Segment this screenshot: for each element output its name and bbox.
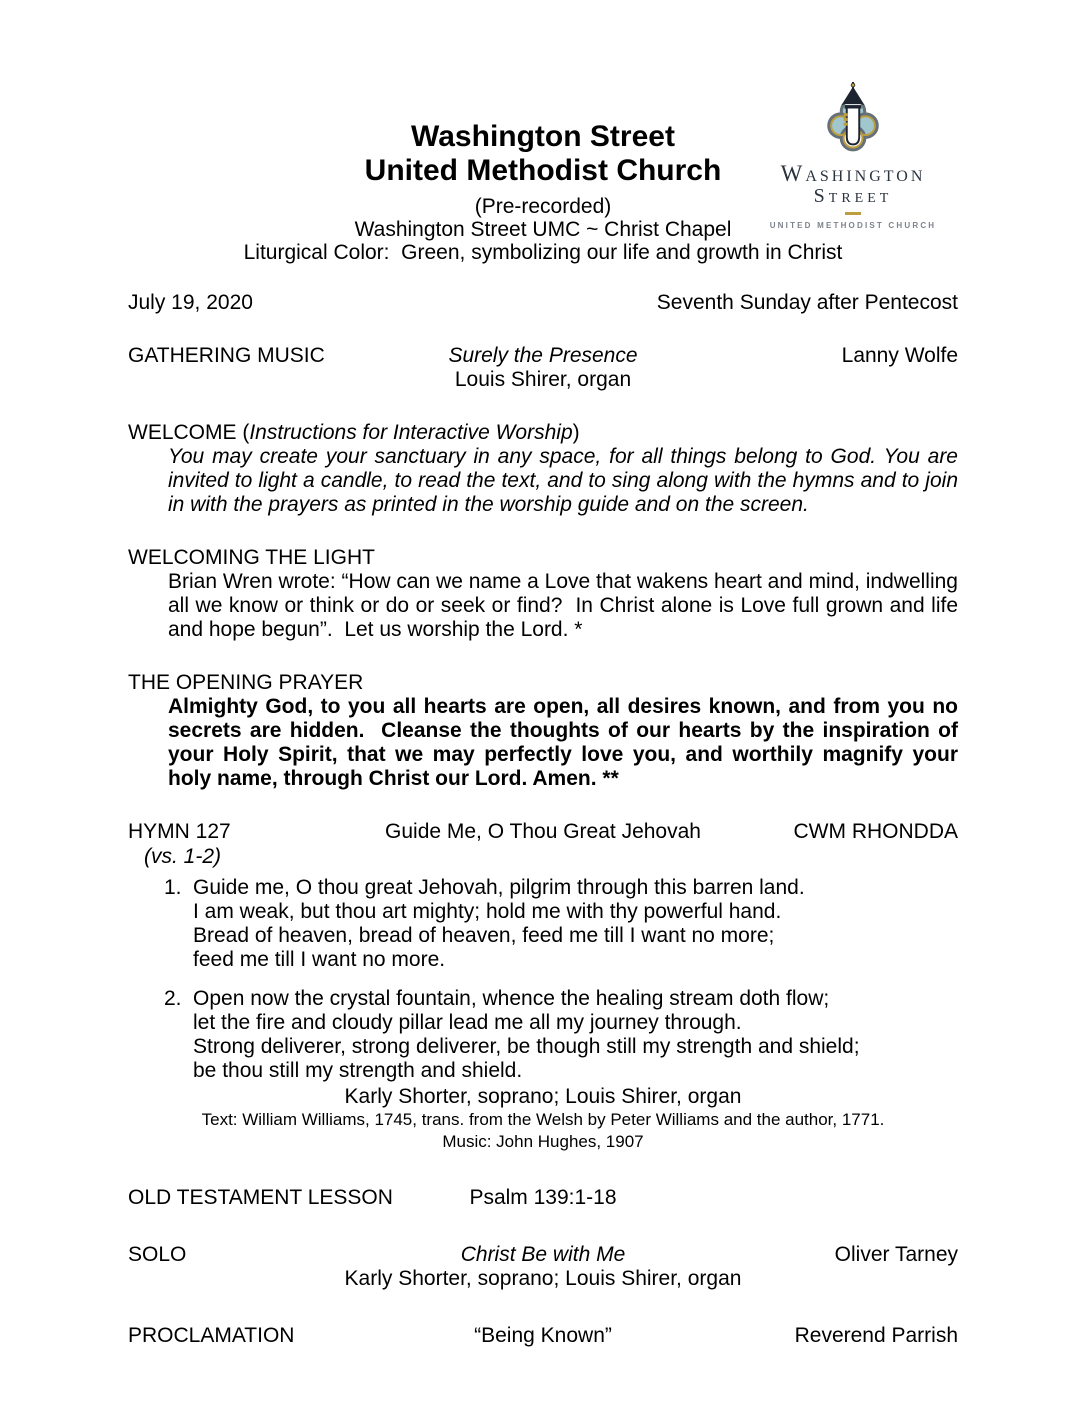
service-date: July 19, 2020 — [128, 291, 253, 314]
verse-1-line-3: Bread of heaven, bread of heaven, feed me till I want no more; — [193, 924, 775, 947]
welcome-label-suffix: ) — [572, 421, 580, 444]
section-proclamation — [128, 1324, 958, 1348]
hymn-verse-1 — [164, 876, 958, 972]
solo-composer: Oliver Tarney — [834, 1243, 958, 1266]
welcome-label — [128, 421, 958, 445]
solo-row — [128, 1243, 958, 1267]
masthead — [128, 120, 958, 264]
verse-2-number: 2. — [164, 987, 182, 1010]
proclamation-label: PROCLAMATION — [128, 1324, 295, 1347]
verse-2-line-2: let the fire and cloudy pillar lead me all my journey through. — [193, 1011, 742, 1034]
verse-1-text — [193, 876, 805, 972]
gathering-music-row — [128, 344, 958, 368]
church-title-line1: Washington Street — [411, 120, 675, 153]
verse-1-number: 1. — [164, 876, 182, 899]
logo-name-line1: Washington — [780, 161, 926, 186]
opening-prayer-label: THE OPENING PRAYER — [128, 671, 364, 694]
hymn-verse-2 — [164, 987, 958, 1083]
liturgical-occasion: Seventh Sunday after Pentecost — [656, 291, 958, 314]
hymn-tune-name: CWM RHONDDA — [793, 820, 958, 843]
old-testament-label: OLD TESTAMENT LESSON — [128, 1186, 393, 1209]
hymn-music-credit: Music: John Hughes, 1907 — [442, 1132, 644, 1151]
hymn-header-row — [128, 820, 958, 844]
hymn-number-label: HYMN 127 — [128, 820, 231, 843]
section-solo — [128, 1243, 958, 1291]
verse-2-line-1: Open now the crystal fountain, whence the healing stream doth flow; — [193, 987, 830, 1010]
section-opening-prayer — [128, 671, 964, 791]
verse-2-line-3: Strong deliverer, strong deliverer, be though still my strength and shield; — [193, 1035, 860, 1058]
bulletin-content — [128, 0, 964, 1348]
welcoming-light-label: WELCOMING THE LIGHT — [128, 546, 375, 569]
gathering-music-performer: Louis Shirer, organ — [454, 368, 632, 391]
solo-title: Christ Be with Me — [460, 1243, 626, 1266]
hymn-title: Guide Me, O Thou Great Jehovah — [385, 820, 701, 843]
gathering-music-title: Surely the Presence — [448, 344, 638, 367]
logo-tagline: UNITED METHODIST CHURCH — [769, 221, 937, 230]
section-welcoming-light — [128, 546, 964, 642]
logo-name-line2: Street — [813, 185, 893, 207]
section-gathering-music — [128, 344, 958, 392]
prerecorded-note: (Pre-recorded) — [474, 195, 612, 218]
welcome-label-italic: Instructions for Interactive Worship — [249, 421, 573, 444]
verse-2-line-4: be thou still my strength and shield. — [193, 1059, 523, 1082]
opening-prayer-body: Almighty God, to you all hearts are open, all desires known, and from you no secrets are hidden. Cleanse the thoughts of our hearts by the inspiration of your Holy Spirit, that we may perfectly love you, and worthily magnify your holy name, through Christ our Lord. Amen. ** — [168, 695, 964, 790]
gathering-music-composer: Lanny Wolfe — [841, 344, 958, 367]
proclamation-row — [128, 1324, 958, 1348]
gathering-music-label: GATHERING MUSIC — [128, 344, 325, 367]
verse-1-line-4: feed me till I want no more. — [193, 948, 446, 971]
church-title-line2: United Methodist Church — [364, 154, 722, 187]
dateline — [128, 291, 958, 315]
verse-1-line-2: I am weak, but thou art mighty; hold me with thy powerful hand. — [193, 900, 782, 923]
hymn-text-credit: Text: William Williams, 1745, trans. from the Welsh by Peter Williams and the author, 1771. — [201, 1110, 885, 1129]
verse-1-line-1: Guide me, O thou great Jehovah, pilgrim through this barren land. — [193, 876, 805, 899]
welcome-label-prefix: WELCOME ( — [128, 421, 250, 444]
hymn-performers: Karly Shorter, soprano; Louis Shirer, organ — [344, 1085, 742, 1108]
section-old-testament — [128, 1186, 958, 1210]
section-welcome — [128, 421, 964, 517]
proclamation-title: “Being Known” — [474, 1324, 612, 1347]
solo-performers: Karly Shorter, soprano; Louis Shirer, organ — [344, 1267, 742, 1290]
solo-label: SOLO — [128, 1243, 187, 1266]
church-title — [128, 120, 958, 188]
old-testament-reading: Psalm 139:1-18 — [469, 1186, 617, 1209]
welcoming-light-body: Brian Wren wrote: “How can we name a Love that wakens heart and mind, indwelling all we know or think or do or seek or find? In Christ alone is Love full grown and life and hope begun”. Let us worship the Lord. * — [168, 570, 964, 641]
venue-line: Washington Street UMC ~ Christ Chapel — [354, 218, 732, 241]
verse-2-text — [193, 987, 860, 1083]
welcome-body: You may create your sanctuary in any space, for all things belong to God. You are invited to light a candle, to read the text, and to sing along with the hymns and to join in with the prayers as printed in the worship guide and on the screen. — [168, 445, 964, 516]
hymn-verses-note: (vs. 1-2) — [144, 845, 222, 868]
proclamation-preacher: Reverend Parrish — [794, 1324, 958, 1347]
liturgical-color-line: Liturgical Color: Green, symbolizing our life and growth in Christ — [243, 241, 843, 264]
old-testament-row — [128, 1186, 958, 1210]
section-hymn — [128, 820, 958, 1153]
